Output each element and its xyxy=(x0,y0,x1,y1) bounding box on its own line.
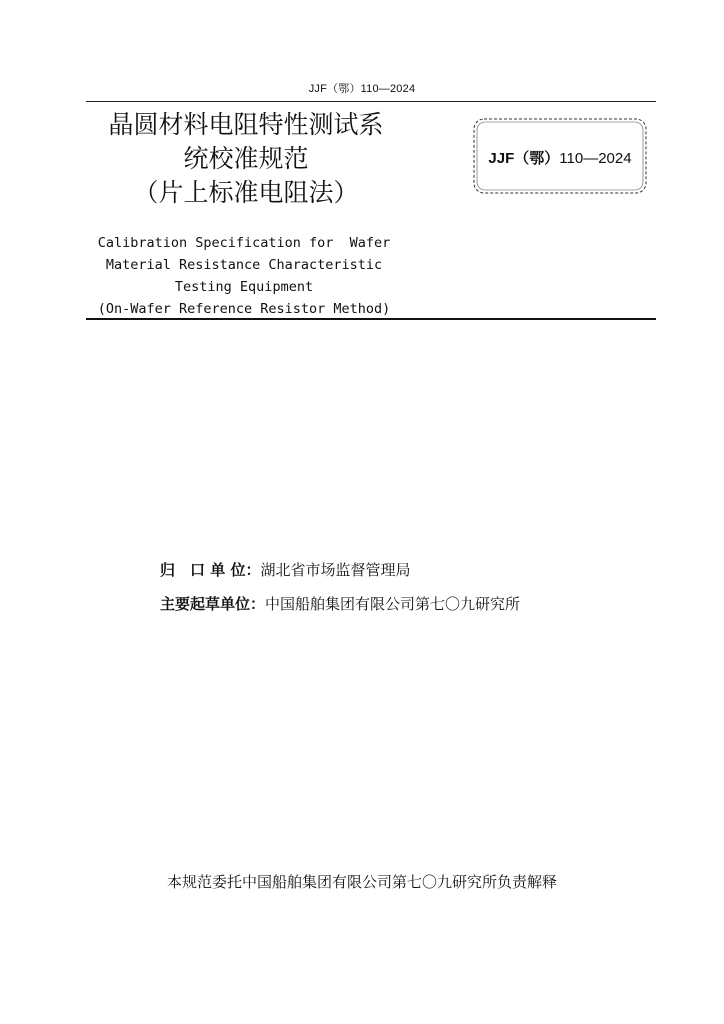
english-title xyxy=(86,232,402,320)
title-rule xyxy=(86,318,656,320)
responsible-unit xyxy=(160,560,410,580)
standard-number-stamp xyxy=(470,115,650,197)
chinese-title-line-3: （片上标准电阻法） xyxy=(133,178,359,207)
english-title-line-3: Testing Equipment xyxy=(174,279,314,295)
header-rule xyxy=(86,101,656,102)
drafting-unit xyxy=(160,594,520,614)
responsible-unit-label: 归 口 单 位： xyxy=(160,561,261,579)
stamp-number: 110—2024 xyxy=(559,150,632,167)
stamp-text xyxy=(470,147,650,168)
english-title-line-1: Calibration Specification for Wafer xyxy=(97,235,391,251)
english-title-line-4: (On-Wafer Reference Resistor Method) xyxy=(97,301,391,317)
interpretation-note: 本规范委托中国船舶集团有限公司第七〇九研究所负责解释 xyxy=(166,873,557,891)
running-header: JJF（鄂）110—2024 xyxy=(308,83,416,95)
chinese-title-line-2: 统校准规范 xyxy=(183,144,309,173)
drafting-unit-label: 主要起草单位： xyxy=(160,595,266,613)
english-title-line-2: Material Resistance Characteristic xyxy=(105,257,383,273)
stamp-prefix: JJF（鄂） xyxy=(488,150,560,167)
responsible-unit-value: 湖北省市场监督管理局 xyxy=(260,561,411,579)
drafting-unit-value: 中国船舶集团有限公司第七〇九研究所 xyxy=(265,595,521,613)
chinese-title-line-1: 晶圆材料电阻特性测试系 xyxy=(108,110,384,139)
chinese-title xyxy=(86,108,406,210)
